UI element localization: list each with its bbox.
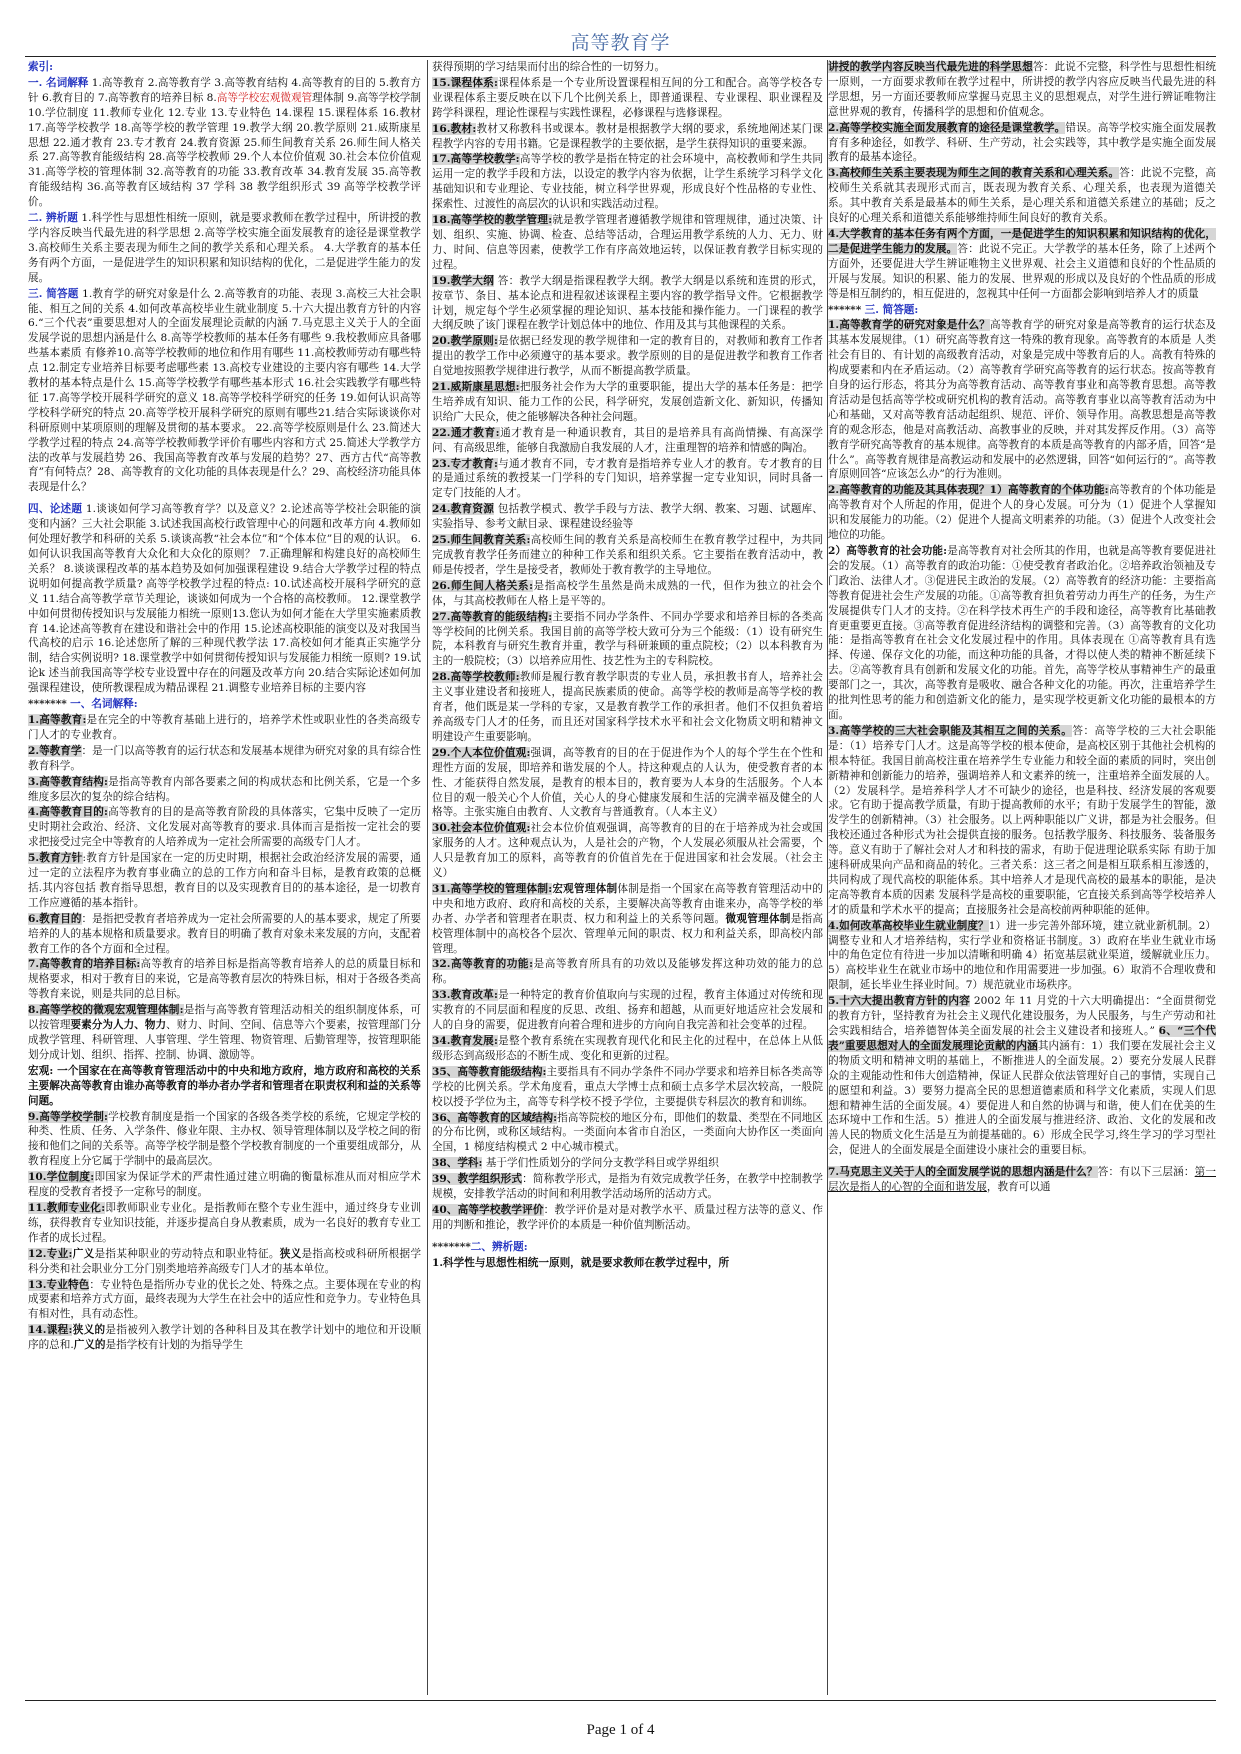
def-item: 34.教育发展:是整个教育系统在实现教育现代化和民主化的过程中，在总体上从低级形态到高级形态的不断生成、变化和更新的过程。 — [432, 1035, 824, 1062]
def-item: 15.课程体系:课程体系是一个专业所设置课程相互间的分工和配合。高等学校各专业课程体系主要反映在以下几个比例关系上，即普通课程、专业课程、职业课程及跨学科课程，理论性课程与实践性课程，必修课程与选修课程。 — [432, 76, 824, 119]
def-item: 13.专业特色：专业特色是指所办专业的优长之处、特殊之点。主要体现在专业的构成要素和培养方式方面，最终表现为大学生在社会中的适应性和竞争力。专业特色具有相对性，具有动态性。 — [28, 1278, 421, 1321]
analysis-answer-1: 讲授的教学内容反映当代最先进的科学思想答：此说不完整，科学性与思想性相统一原则，一方面要求教师在教学过程中，所讲授的教学内容应反映当代最先进的科学思想，另一方面还要教师应掌握马克思主义的思想观点，对学生进行辨证唯物注意世界观的教育，传播科学的思想和价值观念。 — [828, 61, 1216, 118]
short-answer-item: 2）高等教育的社会功能:是高等教育对社会所其的作用，也就是高等教育要促进社会的发展。（1）高等教育的政治功能：①使受教育者政治化。②培养政治领袖及专门政治、法律人才。③促进民主政治的发展。（2）高等教育的经济功能：主要指高等教育促进社会生产发展的功能。①高等教育担负着劳动力再生产的任务，为生产发展提供专门人才的支持。②在科学技术再生产的手段和途径，高等教育比基础教育更重要更直接。③高等教育促进经济结构的调整和完善。（3）高等教育的文化功能：是指高等教育在社会文化发展过程中的作用。具体表现在 ①高等教育具有选择、传递、保存文化的功能，而这种功能的具备，才得以使人类的精神不断延续下去。②高等教育具有创新和发展文化的功能。首先，高等学校从事精神生产的最重要部门之一，其次，高等教育是吸收、融合各种文化的功能。再次，注重培养学生的批判性思考的能力和创造新文化的能力，是实现学校更新文化功能的最根本的方面。 — [828, 545, 1216, 721]
column-right — [826, 60, 1216, 1695]
def-item: 5.教育方针:教育方针是国家在一定的历史时期，根据社会政治经济发展的需要，通过一定的立法程序为教育事业确立的总的工作方向和奋斗目标，是教育政策的总概括.其内容包括 教育指导思想，教育目的以及实现教育目的的基本途径，是一切教育工作应遵循的基本指针。 — [28, 852, 421, 909]
def-item: 2.等教育学：是一门以高等教育的运行状态和发展基本规律为研究对象的具有综合性教育科学。 — [28, 744, 421, 772]
def-item: 23.专才教育:与通才教育不同，专才教育是指培养专业人才的教育。专才教育的目的是通过系统的教授某一门学科的专门知识，培养掌握一定专业知识，同时具备一定专门技能的人才。 — [432, 457, 824, 500]
def-item: 35、高等教育能级结构:主要指具有不同办学条件不同办学要求和培养目标各类高等学校的比例关系。学术角度看，重点大学博士点和硕士点多学术层次较高，一般院校以授予学位为主，高等专科学校不授予学位，主要提供专科层次的教育和训练。 — [432, 1065, 824, 1108]
def-item: 1.高等教育:是在完全的中等教育基础上进行的，培养学术性或职业性的各类高级专门人才的专业教育。 — [28, 713, 421, 741]
index-section-2: 二. 辨析题 1.科学性与思想性相统一原则，就是要求教师在教学过程中，所讲授的教学内容反映当代最先进的科学思想 2.高等学校实施全面发展教育的途径是课堂教学 3.高校师生关系主要表现为师生之间的教学关系和心理关系。 4.大学教育的基本任务有两个方面，一是促进学生的知识积累和知识结构的优化，二是促进学生能力的发展。 — [28, 212, 421, 284]
def-item: 19.教学大纲 答：教学大纲是指课程教学大纲。教学大纲是以系统和连贯的形式，按章节、条目、基本论点和进程叙述该课程主要内容的教学指导文件。它根据教学计划，规定每个学生必须掌握的理论知识、基本技能和操作能力。一门课程的教学大纲反映了该门课程在教学计划总体中的地位、作用及其与其他课程的关系。 — [432, 274, 823, 332]
short-answer-item: 2.高等教育的功能及其具体表现？1）高等教育的个体功能:高等教育的个体功能是高等教育对个人所起的作用，促进个人的身心发展。可分为（1）促进个人掌握知识和发展能力的功能。（2）促进个人提高文明素养的功能。（3）促进个人改变社会地位的功能。 — [828, 484, 1216, 542]
def-item: 40、高等学校教学评价：教学评价是对是对教学水平、质量过程方法等的意义、作用的判断和推论，教学评价的本质是一种价值判断活动。 — [432, 1203, 823, 1231]
def-item: 32.高等教育的功能:是高等教育所具有的功效以及能够发挥这种功效的能力的总称。 — [432, 958, 823, 986]
def-item: 24.教育资源 包括教学模式、教学手段与方法、教学大纲、教案、习题、试题库、实验指导、参考文献目录、课程建设经验等 — [432, 503, 823, 531]
index-section-1: 一. 名词解释 1.高等教育 2.高等教育学 3.高等教育结构 4.高等教育的目的 5.教育方针 6.教育目的 7.高等教育的培养目标 8.高等学校宏观微观管理体制 9.高等学校学制 10.学位制度 11.教师专业化 12.专业 13.专业特色 14.课程 15.课程体系 16.教材 17.高等学校教学 18.高等学校的教学管理 19.教学大纲 20.教学原则 21.威斯康星思想 22.通才教育 23.专才教育 24.教育资源 25.师生间教育关系 26.师生间人格关系 27.高等教育能级结构 28.高等学校教师 29.个人本位价值观 30.社会本位价值观 31.高等学校的管理体制 32.高等教育的功能 33.教育改革 34.教育发展 35.高等教育能级结构 36.高等教育区域结构 37 学科 38 教学组织形式 39 高等学校教学评价。 — [28, 76, 421, 209]
def-item: 16.教材:教材又称教科书或课本。教材是根据教学大纲的要求，系统地阐述某门课程教学内容的专用书籍。它是课程教学的主要依据，是学生获得知识的重要来源。 — [432, 122, 824, 150]
def-item: 22.通才教育:通才教育是一种通识教育，其目的是培养具有高尚情操、有高深学问、有高级思维，能够自我激励自我发展的人才，注重理智的培养和情感的陶冶。 — [432, 426, 824, 454]
short-answer-item: 3.高等学校的三大社会职能及其相互之间的关系。答：高等学校的三大社会职能是：（1）培养专门人才。这是高等学校的根本使命，是高校区别于其他社会机构的根本特征。我国目前高校注重在培养学生专业能力和较全面的素质的同时，突出创新精神和创新能力的培养，强调培养人和文素养的统一，注重培养全面发展的人。（2）发展科学。是培养科学人才不可缺少的途径，也是科技、经济发展的客观要求。它有助于提高教学质量，有助于提高教师的水平；有助于发展学生的智能，激发学生的创新精神。（3）社会服务。以上两种职能以广义讲，都是为社会服务。但我校还通过各种形式为社会提供直接的服务。包括教学服务、科技服务、装备服务等。意义有助于了解社会对人才和科技的需求，有助于促进理论联系实际 有助于加速科研成果向产品和商品的转化。三者关系：这三者之间是相互联系相互渗透的，共同构成了现代高校的职能体系。其中培养人才是现代高校的最基本的职能，是决定高等教育本质的因素 发展科学是高校的重要职能，它直接关系到高等学校培养人才的质量和学术水平的提高；直接服务社会是高校前两种职能的延伸。 — [828, 724, 1216, 916]
def-item: 36、高等教育的区域结构:指高等院校的地区分布，即他们的数量、类型在不同地区的分布比例，或称区域结构。一类面向本省市自治区，一类面向大协作区一类面向全国，1 梯度结构模式 2 中心城市模式。 — [432, 1111, 824, 1154]
def-item: 39、教学组织形式：简称教学形式，是指为有效完成教学任务，在教学中控制教学规模，安排教学活动的时间和利用教学活动场所的活动方式。 — [432, 1173, 823, 1201]
def-item: 6.教育目的：是指把受教育者培养成为一定社会所需要的人的基本要求，规定了所要培养的人的基本规格和质量要求。教育目的明确了教育对象未来发展的方向，支配着教育工作的各个方面和全过程。 — [28, 912, 421, 955]
def-item: 7.高等教育的培养目标:高等教育的培养目标是指高等教育培养人的总的质量目标和规格要求，相对于教育目的来说，它是高等教育层次的特殊目标，相对于各级各类高等教育来说，则是共同的总目标。 — [28, 958, 421, 1001]
def-item: 21.威斯康星思想:把服务社会作为大学的重要职能，提出大学的基本任务是：把学生培养成有知识、能力工作的公民，科学研究，发展创造新文化、新知识，传播知识给广大民众，使之能够解决各种社会问题。 — [432, 381, 824, 423]
short-answer-item: 7.马克思主义关于人的全面发展学说的思想内涵是什么？答：有以下三层涵：第一层次是指人的心智的全面和谐发展，教育可以通 — [828, 1166, 1216, 1194]
definitions-heading: ******* 一、名词解释: — [28, 698, 138, 711]
footer-rule — [25, 1700, 1216, 1701]
def-item: 29.个人本位价值观:强调，高等教育的目的在于促进作为个人的每个学生在个性和理性方面的发展，即培养和谐发展的个人。持这种观点的人认为，使受教育者的本性、才能获得自然发展，是教育的根本目的，教育要为人本身的生活服务。个人本位目的观一般关心个人价值，关心人的身心健康发展和生活的完满幸福及健全的人格等。主张实施自由教育、人文教育与普通教育。（人本主义） — [432, 746, 823, 819]
def-item: 12.专业:广义是指某种职业的劳动特点和职业特征。狭义是指高校或科研所根据学科分类和社会职业分工分门别类地培养高级专门人才的基本单位。 — [28, 1247, 421, 1275]
def-item: 17.高等学校教学:高等学校的教学是指在特定的社会环境中，高校教师和学生共同运用一定的教学手段和方法，以设定的教学内容为依据，让学生系统学习科学文化基础知识和专业理论、专业技能，树立科学世界观，形成良好个性品格的专业性、探索性、过渡性的高层次的认识和实践活动过程。 — [432, 153, 824, 211]
short-answer-item: 1.高等教育学的研究对象是什么？高等教育学的研究对象是高等教育的运行状态及其基本发展规律。（1）研究高等教育这一特殊的教育现象。高等教育的本质是 人类社会有目的、有计划的高级教育活动，对象是完成中等教育后的人。高教有特殊的构成要素和内在矛盾运动。（2）高等教育学研究高等教育的运行状态。按高等教育自身的运行形态，将其分为高等教育活动、高等教育事业和高等教育思想。高等教育活动是包括高等学校或研究机构的教育活动。高等教育事业以高等教育活动为中心和基础，又对高等教育活动起组织、规范、评价、领导作用。高教思想是高等教育的观念形态，他是对高教活动、高教事业的反映，并对其发挥反作用。（3）高等教育学研究高等教育的基本规律。高等教育的本质是高等教育的内部矛盾，回答“是什么”。高等教育规律是高教运动和发展中的必然逻辑，回答“如何运行的”。高等教育原则回答“应该怎么办”的行为准则。 — [828, 319, 1216, 481]
analysis-item: 3.高校师生关系主要表现为师生之间的教育关系和心理关系。答：此说不完整，高校师生关系就其表现形式而言，既表现为教育关系、心理关系，也表现为道德关系。其中教育关系是最基本的师生关系，是心理关系和道德关系建立的基础；反之良好的心理关系和道德关系能够维持师生间良好的教育关系。 — [828, 167, 1216, 225]
def-item: 30.社会本位价值观:社会本位价值观强调，高等教育的目的在于培养成为社会或国家服务的人才。这种观点认为，人是社会的产物，个人发展必须服从社会需要，个人只是教育加工的原料，高等教育的价值首先在于促进国家和社会发展。（社会主义） — [432, 822, 823, 880]
def-item: 27.高等教育的能级结构:主要指不同办学条件、不同办学要求和培养目标的各类高等学校间的比例关系。我国目前的高等学校大致可分为三个能级：（1）设有研究生院，本科教育与研究生教育并重，教学与科研兼顾的重点院校；（2）以本科教育为主的一般院校；（3）以培养应用性、技艺性为主的专科院校。 — [432, 610, 823, 668]
def-item: 26.师生间人格关系:是指高校学生虽然是尚未成熟的一代，但作为独立的社会个体，与其高校教师在人格上是平等的。 — [432, 579, 823, 607]
analysis-heading: *******二、辨析题: — [432, 1240, 528, 1253]
analysis-item-1: 1.科学性与思想性相统一原则，就是要求教师在教学过程中，所 — [432, 1256, 730, 1269]
short-answer-heading: ****** 三. 简答题: — [828, 303, 919, 316]
page-number: Page 1 of 4 — [586, 1722, 655, 1738]
page-title: 高等教育学 — [570, 32, 671, 54]
def-item: 33.教育改革:是一种特定的教育价值取向与实现的过程，教育主体通过对传统和现实教育的不同层面和程度的反思、改组、扬弃和超越，从而更好地适应社会发展和人的自身的需要，促进教育向着合理和进步的方向向自我完善和社会变革的过程。 — [432, 989, 824, 1032]
def-item: 20.教学原则:是依据已经发现的教学规律和一定的教育目的，对教师和教育工作者提出的教学工作中必须遵守的基本要求。教学原则的目的是促进教学和教育工作者自觉地按照教学规律进行教学，从而不断提高教学质量。 — [432, 335, 824, 378]
def-item: 9.高等学校学制:学校教育制度是指一个国家的各级各类学校的系统，它规定学校的种类、性质、任务、入学条件、修业年限、主办权、领导管理体制以及学校之间的衔接和他们之间的关系等。高等学校学制是整个学校教育制度的一个重要组成部分，从教育程度上分它属于学制中的最高层次。 — [28, 1110, 421, 1168]
def-item: 18.高等学校的教学管理:就是教学管理者遵循教学规律和管理规律，通过决策、计划、组织、实施、协调、检查、总结等活动，合理运用教学系统的人力、无力、财力、时间、信息等因素，使教学工作有序高效地运转，以保证教育教学目标实现的过程。 — [432, 214, 823, 271]
def-macro-note: 宏观: 一个国家在在高等教育管理活动中的中央和地方政府，地方政府和高校的关系主要解决高等教育由谁办高等教育的举办者办学者和管理者在职责权利和益的关系等问题。 — [28, 1064, 421, 1107]
index-section-3: 三. 简答题 1.教育学的研究对象是什么 2.高等教育的功能、表现 3.高校三大社会职能、相互之间的关系 4.如何改革高校毕业生就业制度 5.十六大提出教育方针的内容 6.“三个代表”重要思想对人的全面发展理论贡献的内涵 7.马克思主义关于人的全面发展学说的思想内涵是什么 8.高等学校教师的基本任务有哪些 9.我校教师应具备哪些基本素质 有修养10.高等学校教师的地位和作用有哪些 11.高校教师劳动有哪些特点 12.制定专业培养目标要考虑哪些素 13.高校专业建设的主要内容有哪些 14.大学教材的基本特点是什么 15.高等学校教学有哪些基本形式 16.社会实践教学有哪些特征 17.高等学校开展科学研究的意义 18.高等学校科学研究的任务 19.如何认识高等学校科学研究的特点 20.高等学校开展科学研究的原则有哪些21.结合实际谈谈你对科研原则中某项原则的理解及贯彻的基本要求。 22.高等学校原则是什么 23.简述大学教学过程的特点 24.高等学校教师教学评价有哪些内容和方式 25.简述大学教学方法的改革与发展趋势 26、我国高等教育改革与发展的趋势？27、西方古代“高等教育”有何特点？28、高等教育的文化功能的具体表现是什么？29、高校经济功能具体表现是什么？ — [28, 287, 421, 494]
def-item: 31.高等学校的管理体制:宏观管理体制体制是指一个国家在高等教育管理活动中的中央和地方政府、政府和高校的关系，主要解决高等教育由谁来办，高等学校的举办者、办学者和管理者在职责、权力和利益上的关系等问题。微观管理体制是指高校管理体制中的高校各个层次、管理单元间的职责、权力和利益关系，即高校内部管理。 — [432, 882, 824, 955]
analysis-item: 2.高等学校实施全面发展教育的途径是课堂教学。错误。高等学校实施全面发展教育有多种途径，如教学、科研、生产劳动，社会实践等，其中教学是实施全面发展教育的最基本途径。 — [828, 121, 1216, 164]
index-label: 索引: — [28, 61, 54, 73]
def-item: 25.师生间教育关系:高校师生间的教育关系是高校师生在教育教学过程中，为共同完成教育教学任务而建立的种种工作关系和组织关系。它主要指在教育活动中，教师是传授者，学生是接受者，教师处于教育教学的主导地位。 — [432, 534, 823, 576]
def-item: 10.学位制度:即国家为保证学术的严肃性通过建立明确的衡量标准从而对相应学术程度的受教育者授予一定称号的制度。 — [28, 1171, 421, 1199]
def-item: 4.高等教育目的:高等教育的目的是高等教育阶段的具体落实，它集中反映了一定历史时期社会政治、经济、文化发展对高等教育的要求.具体而言是指按一定社会的要求把接受过完全中等教育的人培养成为一定社会所需要的高级专门人才。 — [28, 806, 421, 849]
def-item: 14.课程:狭义的是指被列入教学计划的各种科目及其在教学计划中的地位和开设顺序的总和.广义的是指学校有计划的为指导学生 — [28, 1324, 421, 1352]
def-item: 8.高等学校的微观宏观管理体制:是指与高等教育管理活动相关的组织制度体系，可以按管理要素分为人力、物力、财力、时间、空间、信息等六个要素，按管理部门分成教学管理、科研管理、人事管理、学生管理、物资管理、后勤管理等，按管理职能划分成计划、组织、指挥、控制、协调、激励等。 — [28, 1004, 421, 1061]
index-section-4: 四、论述题 1.谈谈如何学习高等教育学？以及意义？2.论述高等学校社会职能的演变和内涵？三大社会职能 3.试述我国高校行政管理中心的问题和改革方向 4.教师如何处理好教学和科研的关系 5.谈谈高教“社会本位”和“个体本位”目的观的认识。 6.如何认识我国高等教育大众化和大众化的原则？ 7.正确理解和构建良好的高校师生关系？ 8.谈谈课程改革的基本趋势及如何加强课程建设 9.结合大学教学过程的特点说明如何提高教学质量? 高等学校教学过程的特点: 10.试述高校开展科学研究的意义 11.结合高等教学章节关理论，谈谈如何成为一个合格的高校教师。 12.课堂教学中如何贯彻传授知识与发展能力相统一原则13.您认为如何才能在大学里实施素质教育 14.论述高等教育在建设和谐社会中的作用 15.论述高校职能的演变以及对我国当代高校的启示 16.论述您所了解的三种现代教学法 17.高校如何才能真正实施学分制，结合实例说明? 18.课堂教学中如何贯彻传授知识与发展能力相统一原则? 19.试论k 述当前我国高等学校专业设置中存在的问题及改革方向 20.结合实际论述如何加强课程建设，使所教课程成为精品课程 21.调整专业培养目标的主要内容 — [28, 503, 421, 695]
analysis-item: 4.大学教育的基本任务有两个方面，一是促进学生的知识积累和知识结构的优化，二是促进学生能力的发展。答：此说不完正。大学教学的基本任务，除了上述两个方面外，还要促进大学生辨证唯物主义世界观、社会主义道德和良好的个性品质的开展与发展。知识的积累、能力的发展、世界观的形成以及良好的个性品质的形成等是相互制约的，相互促进的，忽视其中任何一方面都会影响到培养人才的质量 — [828, 227, 1216, 300]
column-left — [28, 60, 421, 1695]
column-middle — [427, 60, 828, 1695]
def-item: 11.教师专业化:即教师职业专业化。是指教师在整个专业生涯中，通过终身专业训练，获得教育专业知识技能，并逐步提高自身从教素质，成为一名良好的教育专业工作者的成长过程。 — [28, 1201, 421, 1244]
short-answer-item: 5.十六大提出教育方针的内容 2002 年 11 月党的十六大明确提出：“全面贯彻党的教育方针，坚持教育为社会主义现代化建设服务，为人民服务，与生产劳动和社会实践相结合，培养德智体美全面发展的社会主义建设者和接班人。” 6、“三个代表”重要思想对人的全面发展理论贡献的内涵其内涵有：1）我们要在发展社会主义的物质文明和精神文明的基础上，不断推进人的全面发展。2）要充分发展人民群众的主观能动性和伟大创造精神，保证人民群众依法管理好自己的事情，实现自己的愿望和利益。3）要努力提高全民的思想道德素质和科学文化素质，实现人们思想和精神生活的全面发展。4）要促进人和自然的协调与和谐，使人们在优美的生态环境中工作和生活。5）推进人的全面发展与推进经济、政治、文化的发展和改善人民的物质文化生活是互为前提基础的。6）形成全民学习,终生学习的学习型社会，促进人的全面发展是全面建设小康社会的重要目标。 — [828, 995, 1216, 1157]
header-rule — [25, 56, 1216, 57]
def-item: 3.高等教育结构:是指高等教育内部各要素之间的构成状态和比例关系，它是一个多维度多层次的复杂的综合结构。 — [28, 775, 421, 803]
def-continuation: 获得预期的学习结果而付出的综合性的一切努力。 — [432, 61, 666, 73]
def-item: 28.高等学校教师:教师是履行教育教学职责的专业人员，承担教书育人，培养社会主义事业建设者和接班人，提高民族素质的使命。高等学校的教师是高等学校的教育者，他们既是某一学科的专家，又是教育教学工作的承担者。他们不仅担负着培养高级专门人才的任务，而且还对国家科学技术水平和社会文化物质文明和精神文明建设产生重要影响。 — [432, 671, 824, 743]
short-answer-item: 4.如何改革高校毕业生就业制度？1）进一步完善外部环境，建立就业新机制。2）调整专业和人才培养结构，实行学业和资格证书制度。3）政府在毕业生就业市场中的角色定位有待进一步加以清晰和明确 4）拓宽基层就业渠道，缓解就业压力。5）高校毕业生在就业市场中的地位和作用需要进一步加强。6）取消不合理收费和限制，延长毕业生择业时间。7）规范就业市场秩序。 — [828, 919, 1216, 992]
def-item: 38、学科: 基于学们性质划分的学问分支教学科目或学界组织 — [432, 1157, 719, 1170]
